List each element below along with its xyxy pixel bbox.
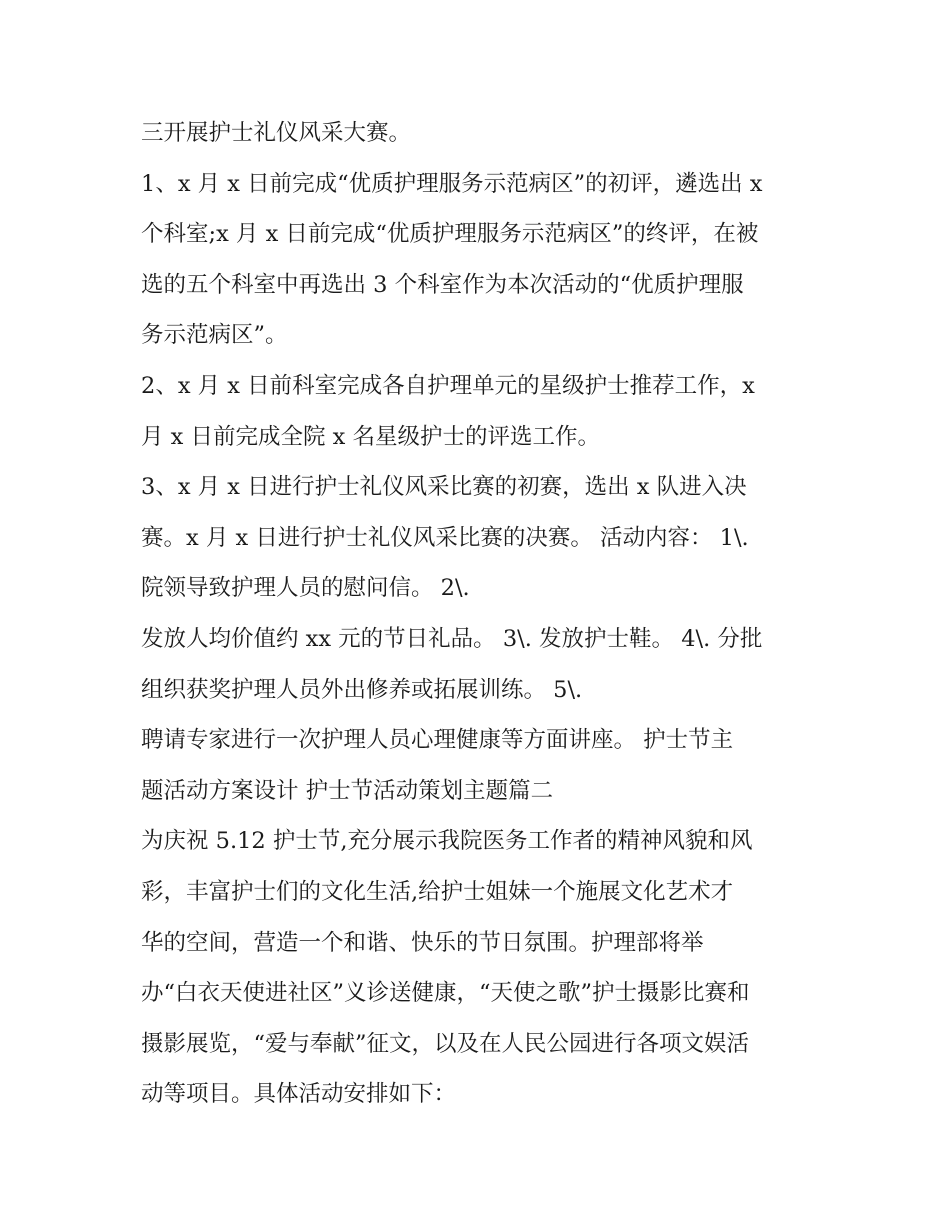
text-line: 赛。x 月 x 日进行护士礼仪风采比赛的决赛。 活动内容： 1\. [141, 524, 749, 551]
text-line: 三开展护士礼仪风采大赛。 [141, 120, 412, 146]
text-line: 办“白衣天使进社区”义诊送健康，“天使之歌”护士摄影比赛和 [141, 980, 750, 1007]
text-line: 个科室;x 月 x 日前完成“优质护理服务示范病区”的终评，在被 [141, 221, 759, 248]
text-line: 月 x 日前完成全院 x 名星级护士的评选工作。 [141, 423, 600, 450]
text-line: 华的空间，营造一个和谐、快乐的节日氛围。护理部将举 [141, 929, 704, 956]
text-line: 彩，丰富护士们的文化生活,给护士姐妹一个施展文化艺术才 [141, 878, 734, 905]
text-line: 3、x 月 x 日进行护士礼仪风采比赛的初赛，选出 x 队进入决 [141, 474, 747, 501]
text-line: 摄影展览，“爱与奉献”征文，以及在人民公园进行各项文娱活 [141, 1030, 750, 1057]
text-line: 发放人均价值约 xx 元的节日礼品。 3\. 发放护士鞋。 4\. 分批 [141, 625, 763, 652]
text-line: 聘请专家进行一次护理人员心理健康等方面讲座。 护士节主 [141, 727, 734, 754]
body-text [141, 108, 821, 1120]
text-line: 题活动方案设计 护士节活动策划主题篇二 [141, 777, 554, 804]
text-line: 组织获奖护理人员外出修养或拓展训练。 5\. [141, 676, 583, 703]
text-line: 2、x 月 x 日前科室完成各自护理单元的星级护士推荐工作，x [141, 372, 755, 399]
text-line: 院领导致护理人员的慰问信。 2\. [141, 575, 470, 602]
text-line: 选的五个科室中再选出 3 个科室作为本次活动的“优质护理服 [141, 271, 744, 298]
text-line: 动等项目。具体活动安排如下： [141, 1081, 457, 1108]
text-line: 务示范病区”。 [141, 322, 288, 349]
text-line: 1、x 月 x 日前完成“优质护理服务示范病区”的初评，遴选出 x [141, 170, 763, 197]
text-line: 为庆祝 5.12 护士节,充分展示我院医务工作者的精神风貌和风 [141, 828, 753, 855]
